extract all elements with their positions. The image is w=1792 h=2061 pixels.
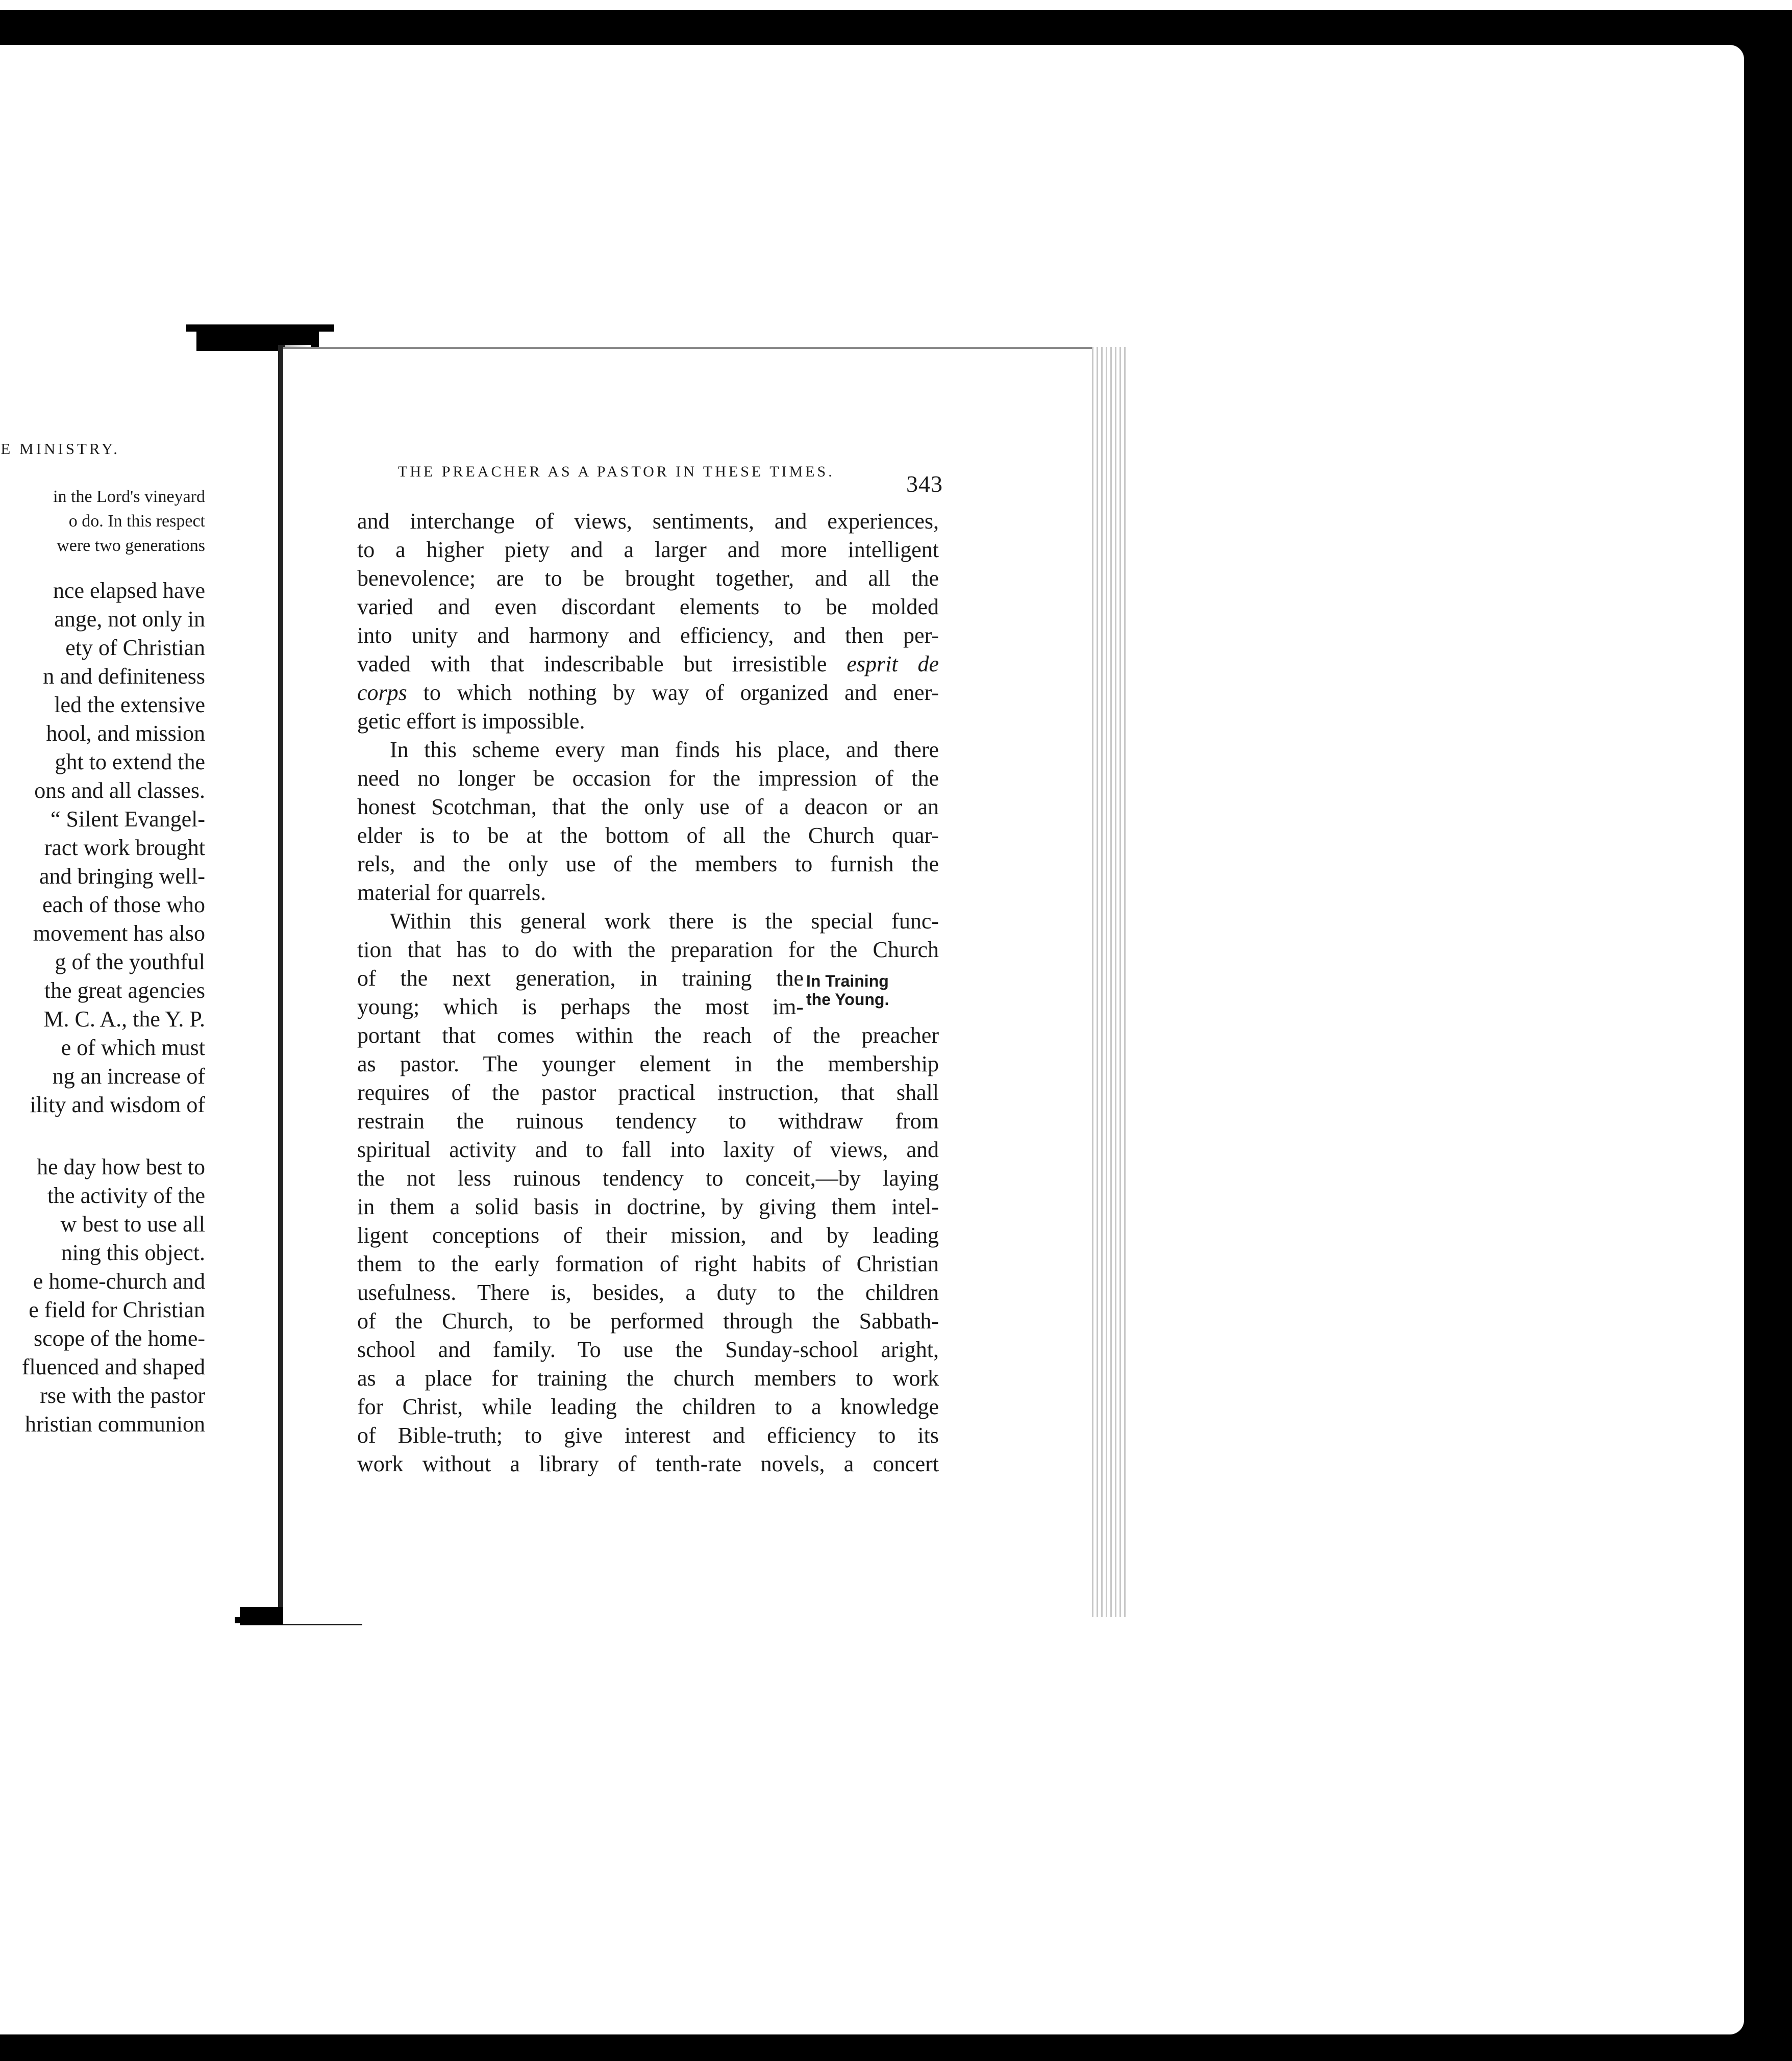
text-line: spiritual activity and to fall into laxity of views, and (357, 1137, 939, 1162)
left-line: w best to use all (60, 1212, 205, 1237)
left-line: o do. In this respect (68, 512, 205, 531)
page-number: 343 (906, 471, 943, 497)
left-line: hristian communion (24, 1412, 205, 1437)
left-line: e field for Christian (29, 1297, 205, 1322)
scan-speck (71, 15, 74, 26)
page-edges (1092, 347, 1128, 1617)
text-line: honest Scotchman, that the only use of a deacon or an (357, 794, 939, 819)
text-line: of the next generation, in training the (357, 966, 804, 991)
left-line: ning this object. (61, 1240, 205, 1265)
italic-phrase: corps (357, 680, 407, 705)
scan-speck (1209, 15, 1213, 19)
text-line (357, 650, 939, 678)
left-line: he day how best to (37, 1154, 205, 1179)
scan-speck (1265, 15, 1270, 19)
left-line: “ Silent Evangel- (50, 807, 205, 832)
left-line: ng an increase of (52, 1064, 205, 1089)
text-line: need no longer be occasion for the impression of the (357, 766, 939, 791)
text-line: requires of the pastor practical instruction, that shall (357, 1080, 939, 1105)
text-line: for Christ, while leading the children to a knowledge (357, 1394, 939, 1419)
left-line: nce elapsed have (53, 578, 205, 603)
left-line: the great agencies (44, 978, 205, 1003)
text-line: of the Church, to be performed through the Sabbath- (357, 1309, 939, 1334)
text-line: in them a solid basis in doctrine, by giving them intel- (357, 1194, 939, 1219)
italic-phrase: esprit de (847, 651, 939, 676)
text-line: the not less ruinous tendency to conceit,—by laying (357, 1166, 939, 1191)
text-line: getic effort is impossible. (357, 709, 585, 734)
text-line: work without a library of tenth-rate novels, a concert (357, 1451, 939, 1476)
text-segment: to which nothing by way of organized and ener- (423, 680, 939, 705)
text-line: elder is to be at the bottom of all the Church quar- (357, 823, 939, 848)
text-line: ligent conceptions of their mission, and by leading (357, 1223, 939, 1248)
text-line: as pastor. The younger element in the membership (357, 1051, 939, 1076)
left-line: ange, not only in (54, 607, 205, 632)
running-head: THE PREACHER AS A PASTOR IN THESE TIMES. (398, 463, 835, 480)
text-line: rels, and the only use of the members to furnish the (357, 851, 939, 876)
left-line: hool, and mission (46, 721, 205, 746)
left-line: ract work brought (44, 835, 205, 860)
left-line: movement has also (33, 921, 205, 946)
left-line: M. C. A., the Y. P. (43, 1007, 205, 1032)
left-line: n and definiteness (43, 664, 205, 689)
left-line: e of which must (61, 1035, 205, 1060)
left-line: ety of Christian (65, 635, 205, 660)
text-line: varied and even discordant elements to be molded (357, 594, 939, 619)
left-line: ght to extend the (55, 749, 205, 774)
left-line: led the extensive (54, 692, 205, 717)
left-running-head: E MINISTRY. (1, 440, 120, 458)
text-line: benevolence; are to be brought together, and all the (357, 566, 939, 591)
text-line: In this scheme every man finds his place, and there (390, 737, 939, 762)
text-line: them to the early formation of right habits of Christian (357, 1251, 939, 1276)
left-line: each of those who (42, 892, 205, 917)
text-line: portant that comes within the reach of the preacher (357, 1023, 939, 1048)
left-line: scope of the home- (34, 1326, 205, 1351)
margin-note: the Young. (806, 990, 889, 1009)
left-line: rse with the pastor (40, 1383, 205, 1408)
text-line: restrain the ruinous tendency to withdraw from (357, 1109, 939, 1134)
text-line: to a higher piety and a larger and more intelligent (357, 537, 939, 562)
text-line: as a place for training the church members to work (357, 1366, 939, 1391)
left-line: fluenced and shaped (21, 1354, 205, 1379)
text-line: material for quarrels. (357, 880, 546, 905)
text-line: of Bible-truth; to give interest and efficiency to its (357, 1423, 939, 1448)
left-line: e home-church and (33, 1269, 205, 1294)
margin-note: In Training (806, 972, 889, 990)
left-line: ility and wisdom of (30, 1092, 205, 1117)
left-line: g of the youthful (55, 949, 205, 974)
text-line: and interchange of views, sentiments, and experiences, (357, 509, 939, 534)
scan-border-top (0, 0, 1792, 10)
left-line: the activity of the (47, 1183, 205, 1208)
text-line: tion that has to do with the preparation for the Church (357, 937, 939, 962)
text-line: into unity and harmony and efficiency, and then per- (357, 623, 939, 648)
text-segment: vaded with that indescribable but irresistible (357, 651, 827, 676)
left-line: in the Lord's vineyard (53, 487, 205, 506)
left-line: and bringing well- (39, 864, 205, 889)
text-line: school and family. To use the Sunday-school aright, (357, 1337, 939, 1362)
left-page (0, 349, 282, 1623)
left-line: ons and all classes. (34, 778, 205, 803)
text-line: young; which is perhaps the most im- (357, 994, 804, 1019)
text-line: Within this general work there is the special func- (390, 909, 939, 934)
text-line (357, 678, 939, 707)
text-line: usefulness. There is, besides, a duty to the children (357, 1280, 939, 1305)
left-line: were two generations (57, 536, 205, 555)
